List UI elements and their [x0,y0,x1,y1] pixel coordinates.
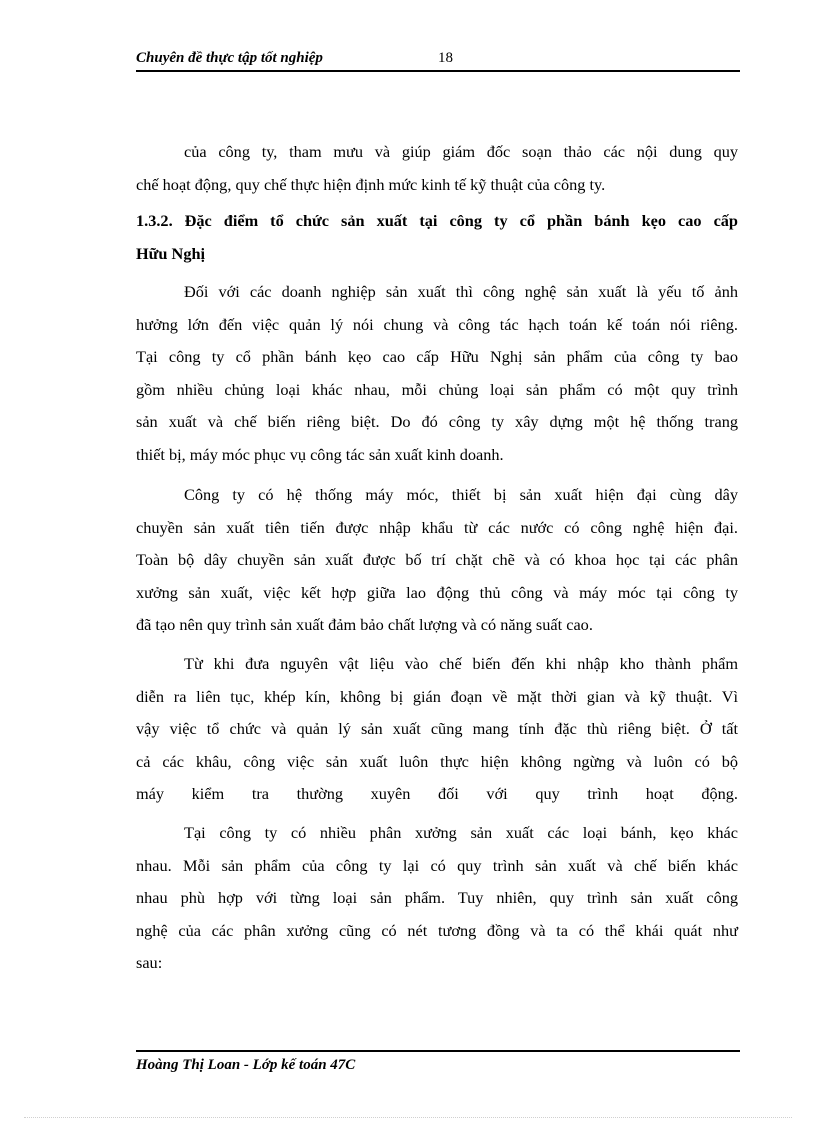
text-line: Tại công ty cổ phần bánh kẹo cao cấp Hữu Nghị sản phẩm của công ty bao [136,347,738,367]
paragraph-process [136,648,738,811]
text-line: vậy việc tổ chức và quản lý sản xuất cũng mang tính đặc thù riêng biệt. Ở tất [136,719,738,739]
text-line: thiết bị, máy móc phục vụ công tác sản xuất kinh doanh. [136,444,504,464]
text-line: Tại công ty có nhiều phân xưởng sản xuất các loại bánh, kẹo khác [184,823,738,842]
text-line: diễn ra liên tục, khép kín, không bị gián đoạn về mặt thời gian và kỹ thuật. Vì [136,686,738,706]
text-line: Đối với các doanh nghiệp sản xuất thì công nghệ sản xuất là yếu tố ảnh [184,282,738,301]
text-line: hưởng lớn đến việc quản lý nói chung và công tác hạch toán kế toán nói riêng. [136,314,738,334]
text-line: sản xuất và chế biến riêng biệt. Do đó công ty xây dựng một hệ thống trang [136,412,738,432]
text-line: Từ khi đưa nguyên vật liệu vào chế biến đến khi nhập kho thành phẩm [184,654,738,673]
heading-line-2: Hữu Nghị [136,244,206,263]
paragraph-continuation [136,136,738,201]
text-line: gồm nhiều chủng loại khác nhau, mỗi chủng loại sản phẩm có một quy trình [136,379,738,399]
text-line: nhau phù hợp với từng loại sản phẩm. Tuy nhiên, quy trình sản xuất công [136,888,738,908]
paragraph-workshops [136,817,738,980]
text-line: cả các khâu, công việc sản xuất luôn thực hiện không ngừng và luôn có bộ [136,751,738,771]
page-bottom-divider [24,1117,792,1118]
heading-line-1: 1.3.2. Đặc điểm tổ chức sản xuất tại công ty cổ phần bánh kẹo cao cấp [136,211,738,230]
text-line: nghệ của các phân xưởng cũng có nét tương đồng và ta có thể khái quát như [136,920,738,940]
text-line: máy kiểm tra thường xuyên đối với quy trình hoạt động. [136,784,738,804]
paragraph-technology [136,276,738,472]
text-line: xưởng sản xuất, việc kết hợp giữa lao động thủ công và máy móc tại công ty [136,582,738,602]
page-header [136,48,740,72]
text-line: chế hoạt động, quy chế thực hiện định mức kinh tế kỹ thuật của công ty. [136,174,606,194]
text-line: Toàn bộ dây chuyền sản xuất được bố trí chặt chẽ và có khoa học tại các phân [136,550,738,570]
page-footer [136,1050,740,1082]
text-line: chuyền sản xuất tiên tiến được nhập khẩu từ các nước có công nghệ hiện đại. [136,517,738,537]
section-heading [136,204,738,270]
header-title: Chuyên đề thực tập tốt nghiệp [136,50,323,66]
page-number: 18 [438,50,453,66]
text-line: sau: [136,953,163,973]
paragraph-equipment [136,479,738,642]
text-line: đã tạo nên quy trình sản xuất đảm bảo chất lượng và có năng suất cao. [136,615,593,635]
text-line: của công ty, tham mưu và giúp giám đốc soạn thảo các nội dung quy [184,142,738,161]
text-line: nhau. Mỗi sản phẩm của công ty lại có quy trình sản xuất và chế biến khác [136,855,738,875]
footer-author: Hoàng Thị Loan - Lớp kế toán 47C [136,1057,356,1073]
text-line: Công ty có hệ thống máy móc, thiết bị sản xuất hiện đại cùng dây [184,485,738,504]
